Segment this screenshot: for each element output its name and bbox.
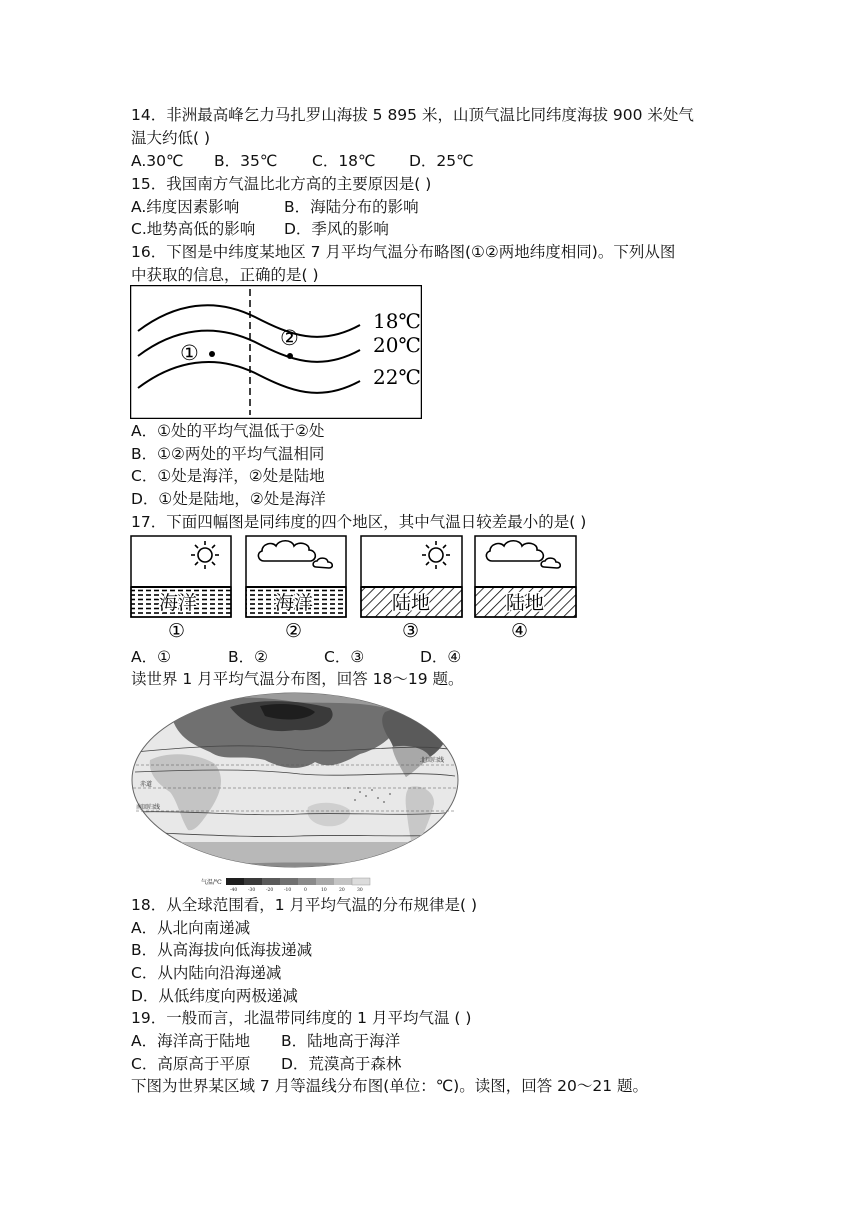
map-label-equator: 赤道 — [140, 781, 153, 788]
q15-options-row1 — [131, 196, 419, 218]
point-1-dot — [209, 351, 215, 357]
panel-4-number: ④ — [511, 620, 529, 642]
q14-option-a: A.30℃ — [131, 152, 184, 170]
panel-1-number: ① — [168, 620, 186, 642]
q15-options-row2 — [131, 218, 389, 240]
q15-stem: 15．我国南方气温比北方高的主要原因是( ) — [131, 175, 432, 193]
point-2-dot — [287, 353, 293, 359]
q18-option-c: C．从内陆向沿海递减 — [131, 964, 282, 982]
legend-tick: 20 — [339, 888, 345, 892]
q15-option-a: A.纬度因素影响 — [131, 198, 240, 216]
q14-options — [131, 150, 474, 172]
legend-tick: -10 — [284, 888, 292, 892]
q14-option-c: C．18℃ — [312, 152, 376, 170]
q19-options-row1 — [131, 1030, 400, 1052]
point-2-label: ② — [280, 326, 299, 350]
panel-4 — [475, 536, 576, 642]
q15-option-b: B．海陆分布的影响 — [284, 198, 419, 216]
q17-option-c: C．③ — [324, 648, 365, 666]
q19-option-b: B．陆地高于海洋 — [281, 1032, 401, 1050]
isotherm-label-20: 20℃ — [373, 333, 421, 357]
legend-tick: -40 — [230, 888, 238, 892]
panel-3-number: ③ — [402, 620, 420, 642]
map-legend — [201, 878, 370, 892]
q16-stem-line2: 中获取的信息，正确的是( ) — [131, 266, 319, 284]
q17-option-d: D．④ — [420, 648, 462, 666]
q17-options — [131, 646, 461, 668]
q19-option-a: A．海洋高于陆地 — [131, 1032, 251, 1050]
panel-2 — [246, 536, 346, 642]
panel-3 — [361, 536, 462, 642]
q18-option-b: B．从高海拔向低海拔递减 — [131, 941, 313, 959]
panel-3-surface: 陆地 — [392, 592, 431, 614]
q15-option-d: D．季风的影响 — [284, 220, 389, 238]
q14-stem-line2: 温大约低( ) — [131, 129, 211, 147]
point-1-label: ① — [180, 341, 199, 365]
q15-option-c: C.地势高低的影响 — [131, 220, 256, 238]
q18-stem: 18．从全球范围看，1 月平均气温的分布规律是( ) — [131, 896, 478, 914]
isotherm-label-22: 22℃ — [373, 365, 421, 389]
q16-option-d: D．①处是陆地，②处是海洋 — [131, 490, 326, 508]
q16-option-c: C．①处是海洋，②处是陆地 — [131, 467, 325, 485]
q18-option-d: D．从低纬度向两极递减 — [131, 987, 298, 1005]
legend-tick: -20 — [266, 888, 274, 892]
intro-20-21: 下图为世界某区域 7 月等温线分布图(单位：℃)。读图，回答 20～21 题。 — [131, 1077, 649, 1095]
q14-option-d: D．25℃ — [409, 152, 474, 170]
legend-tick: -30 — [248, 888, 256, 892]
q16-option-b: B．①②两处的平均气温相同 — [131, 445, 325, 463]
q18-option-a: A．从北向南递减 — [131, 919, 251, 937]
panel-1 — [131, 536, 231, 642]
q14-stem-line1: 14．非洲最高峰乞力马扎罗山海拔 5 895 米，山顶气温比同纬度海拔 900 米处气 — [131, 106, 694, 124]
q17-stem: 17．下面四幅图是同纬度的四个地区，其中气温日较差最小的是( ) — [131, 513, 587, 531]
q17-option-b: B．② — [228, 648, 269, 666]
map-label-tropic-of-capricorn: 南回归线 — [136, 804, 161, 811]
q17-option-a: A．① — [131, 648, 171, 666]
map-legend-title: 气温/℃ — [201, 879, 222, 886]
panel-2-number: ② — [285, 620, 303, 642]
q19-option-c: C．高原高于平原 — [131, 1055, 251, 1073]
panel-1-surface: 海洋 — [159, 592, 198, 614]
map-label-tropic-of-cancer: 北回归线 — [420, 757, 445, 764]
q19-option-d: D．荒漠高于森林 — [281, 1055, 402, 1073]
panel-2-surface: 海洋 — [275, 592, 314, 614]
daily-range-figure — [130, 535, 578, 643]
legend-tick: 0 — [304, 888, 307, 892]
q19-options-row2 — [131, 1053, 401, 1075]
isotherm-figure — [130, 285, 422, 419]
q19-stem: 19．一般而言，北温带同纬度的 1 月平均气温 ( ) — [131, 1009, 472, 1027]
legend-tick: 30 — [357, 888, 363, 892]
q14-option-b: B．35℃ — [214, 152, 278, 170]
isotherm-label-18: 18℃ — [373, 309, 421, 333]
intro-18-19: 读世界 1 月平均气温分布图，回答 18～19 题。 — [131, 670, 464, 688]
world-january-temperature-map — [130, 692, 460, 892]
legend-tick: 10 — [321, 888, 327, 892]
q16-stem-line1: 16．下图是中纬度某地区 7 月平均气温分布略图(①②两地纬度相同)。下列从图 — [131, 243, 676, 261]
panel-4-surface: 陆地 — [506, 592, 545, 614]
q16-option-a: A．①处的平均气温低于②处 — [131, 422, 325, 440]
